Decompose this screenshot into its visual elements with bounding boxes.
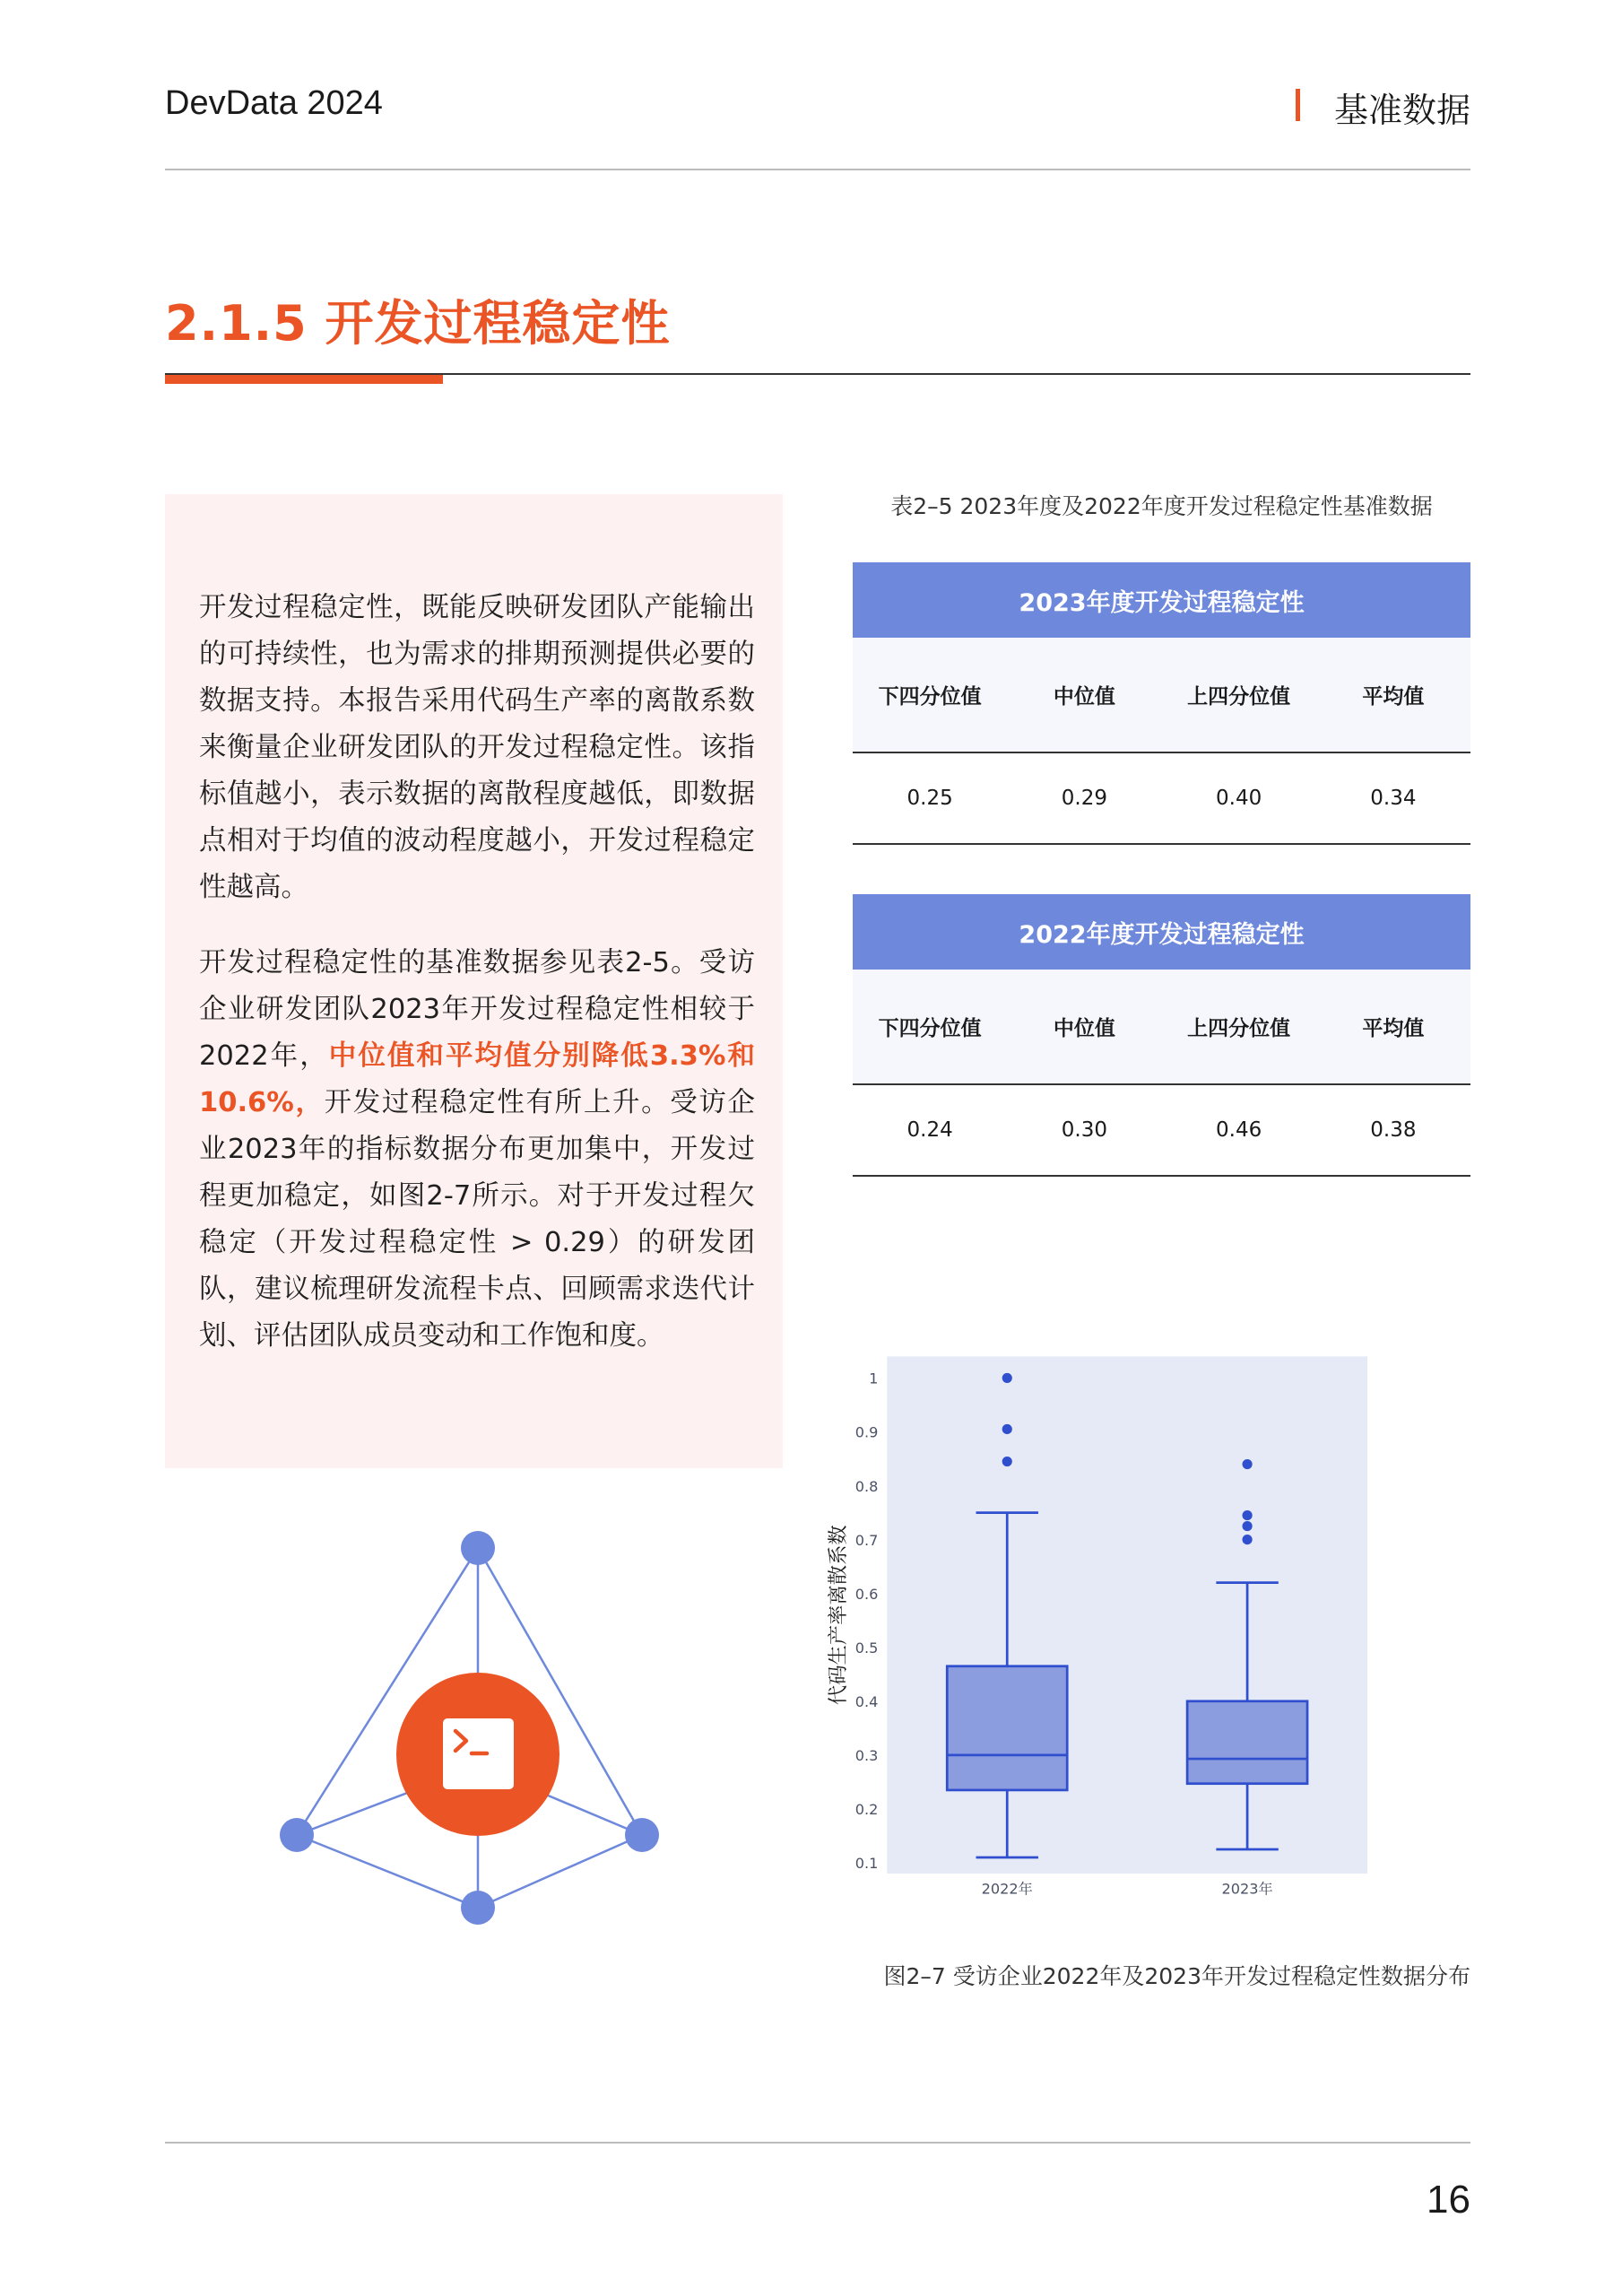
terminal-icon [443, 1718, 514, 1789]
svg-text:0.7: 0.7 [854, 1531, 879, 1549]
table-header-row [853, 638, 1470, 753]
table-caption: 表2–5 2023年度及2022年度开发过程稳定性基准数据 [890, 493, 1433, 519]
title-accent-bar [165, 375, 443, 384]
column-header: 下四分位值 [878, 1017, 982, 1040]
svg-text:0.3: 0.3 [854, 1747, 879, 1765]
svg-text:2023年: 2023年 [1221, 1880, 1273, 1898]
footer-divider [165, 2142, 1470, 2144]
table-cell: 0.40 [1216, 787, 1262, 810]
svg-text:0.8: 0.8 [854, 1477, 879, 1495]
boxplot-chart [811, 1345, 1493, 1901]
table-title: 2022年度开发过程稳定性 [853, 894, 1470, 970]
column-header: 上四分位值 [1187, 685, 1291, 709]
table-cell: 0.24 [906, 1118, 953, 1142]
paragraph-2 [199, 940, 755, 1360]
column-header: 平均值 [1362, 1017, 1425, 1040]
table-row [853, 753, 1470, 845]
svg-text:0.4: 0.4 [854, 1693, 879, 1710]
svg-text:2022年: 2022年 [981, 1880, 1033, 1898]
paragraph-2-text-b: 开发过程稳定性有所上升。受访企业2023年的指标数据分布更加集中，开发过程更加稳定，如图2-7所示。对于开发过程欠稳定（开发过程稳定性 > 0.29）的研发团队，建议梳理研发流程卡点、回顾需求迭代计划、评估团队成员变动和工作饱和度。 [199, 1087, 756, 1352]
svg-text:代码生产率离散系数: 代码生产率离散系数 [827, 1525, 851, 1706]
table-cell: 0.38 [1370, 1118, 1417, 1142]
svg-text:0.2: 0.2 [854, 1801, 879, 1819]
paragraph-1: 开发过程稳定性，既能反映研发团队产能输出的可持续性，也为需求的排期预测提供必要的数据支持。本报告采用代码生产率的离散系数来衡量企业研发团队的开发过程稳定性。该指标值越小，表示数据的离散程度越低，即数据点相对于均值的波动程度越小，开发过程稳定性越高。 [199, 592, 755, 903]
table-row [853, 1085, 1470, 1177]
table-cell: 0.29 [1061, 787, 1107, 810]
boxplot-svg [811, 1345, 1493, 1901]
table-cell: 0.25 [906, 787, 953, 810]
page-number: 16 [1427, 2178, 1470, 2222]
section-title: 2.1.5 开发过程稳定性 [165, 295, 671, 352]
table-2022 [853, 894, 1470, 1177]
header-divider [165, 169, 1470, 170]
column-header: 下四分位值 [878, 685, 982, 709]
figure-caption: 图2–7 受访企业2022年及2023年开发过程稳定性数据分布 [883, 1963, 1470, 1989]
svg-text:0.6: 0.6 [854, 1585, 879, 1603]
process-network-illustration [260, 1516, 690, 1946]
table-cell: 0.30 [1061, 1118, 1107, 1142]
table-header-row [853, 970, 1470, 1085]
column-header: 中位值 [1053, 1017, 1115, 1040]
table-cell: 0.46 [1216, 1118, 1262, 1142]
column-header: 平均值 [1362, 685, 1425, 709]
table-title: 2023年度开发过程稳定性 [853, 562, 1470, 638]
paragraph-2-text-a: 开发过程稳定性的基准数据参见表2-5。受访企业研发团队2023年开发过程稳定性相较于2022年， [199, 947, 755, 1072]
table-2023 [853, 562, 1470, 845]
column-header: 上四分位值 [1187, 1017, 1291, 1040]
section-marker [1296, 89, 1300, 121]
paragraph-2-highlight: 中位值和平均值分别降低3.3%和10.6%， [199, 1040, 755, 1118]
section-label: 基准数据 [1334, 91, 1471, 130]
svg-text:0.5: 0.5 [854, 1639, 879, 1657]
svg-text:0.1: 0.1 [854, 1855, 879, 1873]
svg-text:1: 1 [869, 1370, 879, 1387]
table-cell: 0.34 [1370, 787, 1417, 810]
column-header: 中位值 [1053, 685, 1115, 709]
report-title: DevData 2024 [165, 84, 383, 122]
svg-text:0.9: 0.9 [854, 1423, 879, 1441]
